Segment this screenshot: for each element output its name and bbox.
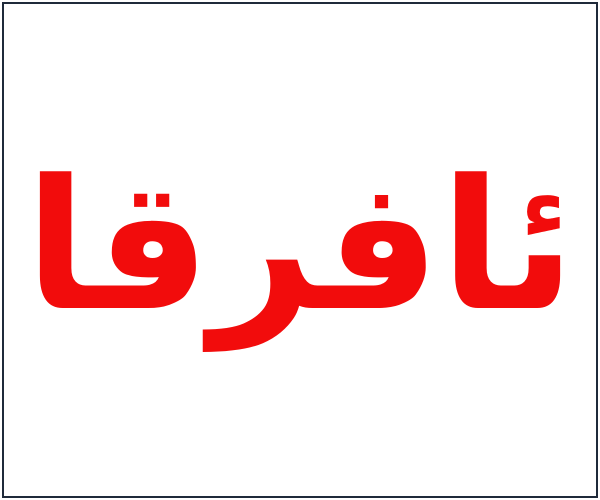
word-card — [2, 2, 598, 498]
arabic-word: ئافرقا — [24, 142, 576, 351]
